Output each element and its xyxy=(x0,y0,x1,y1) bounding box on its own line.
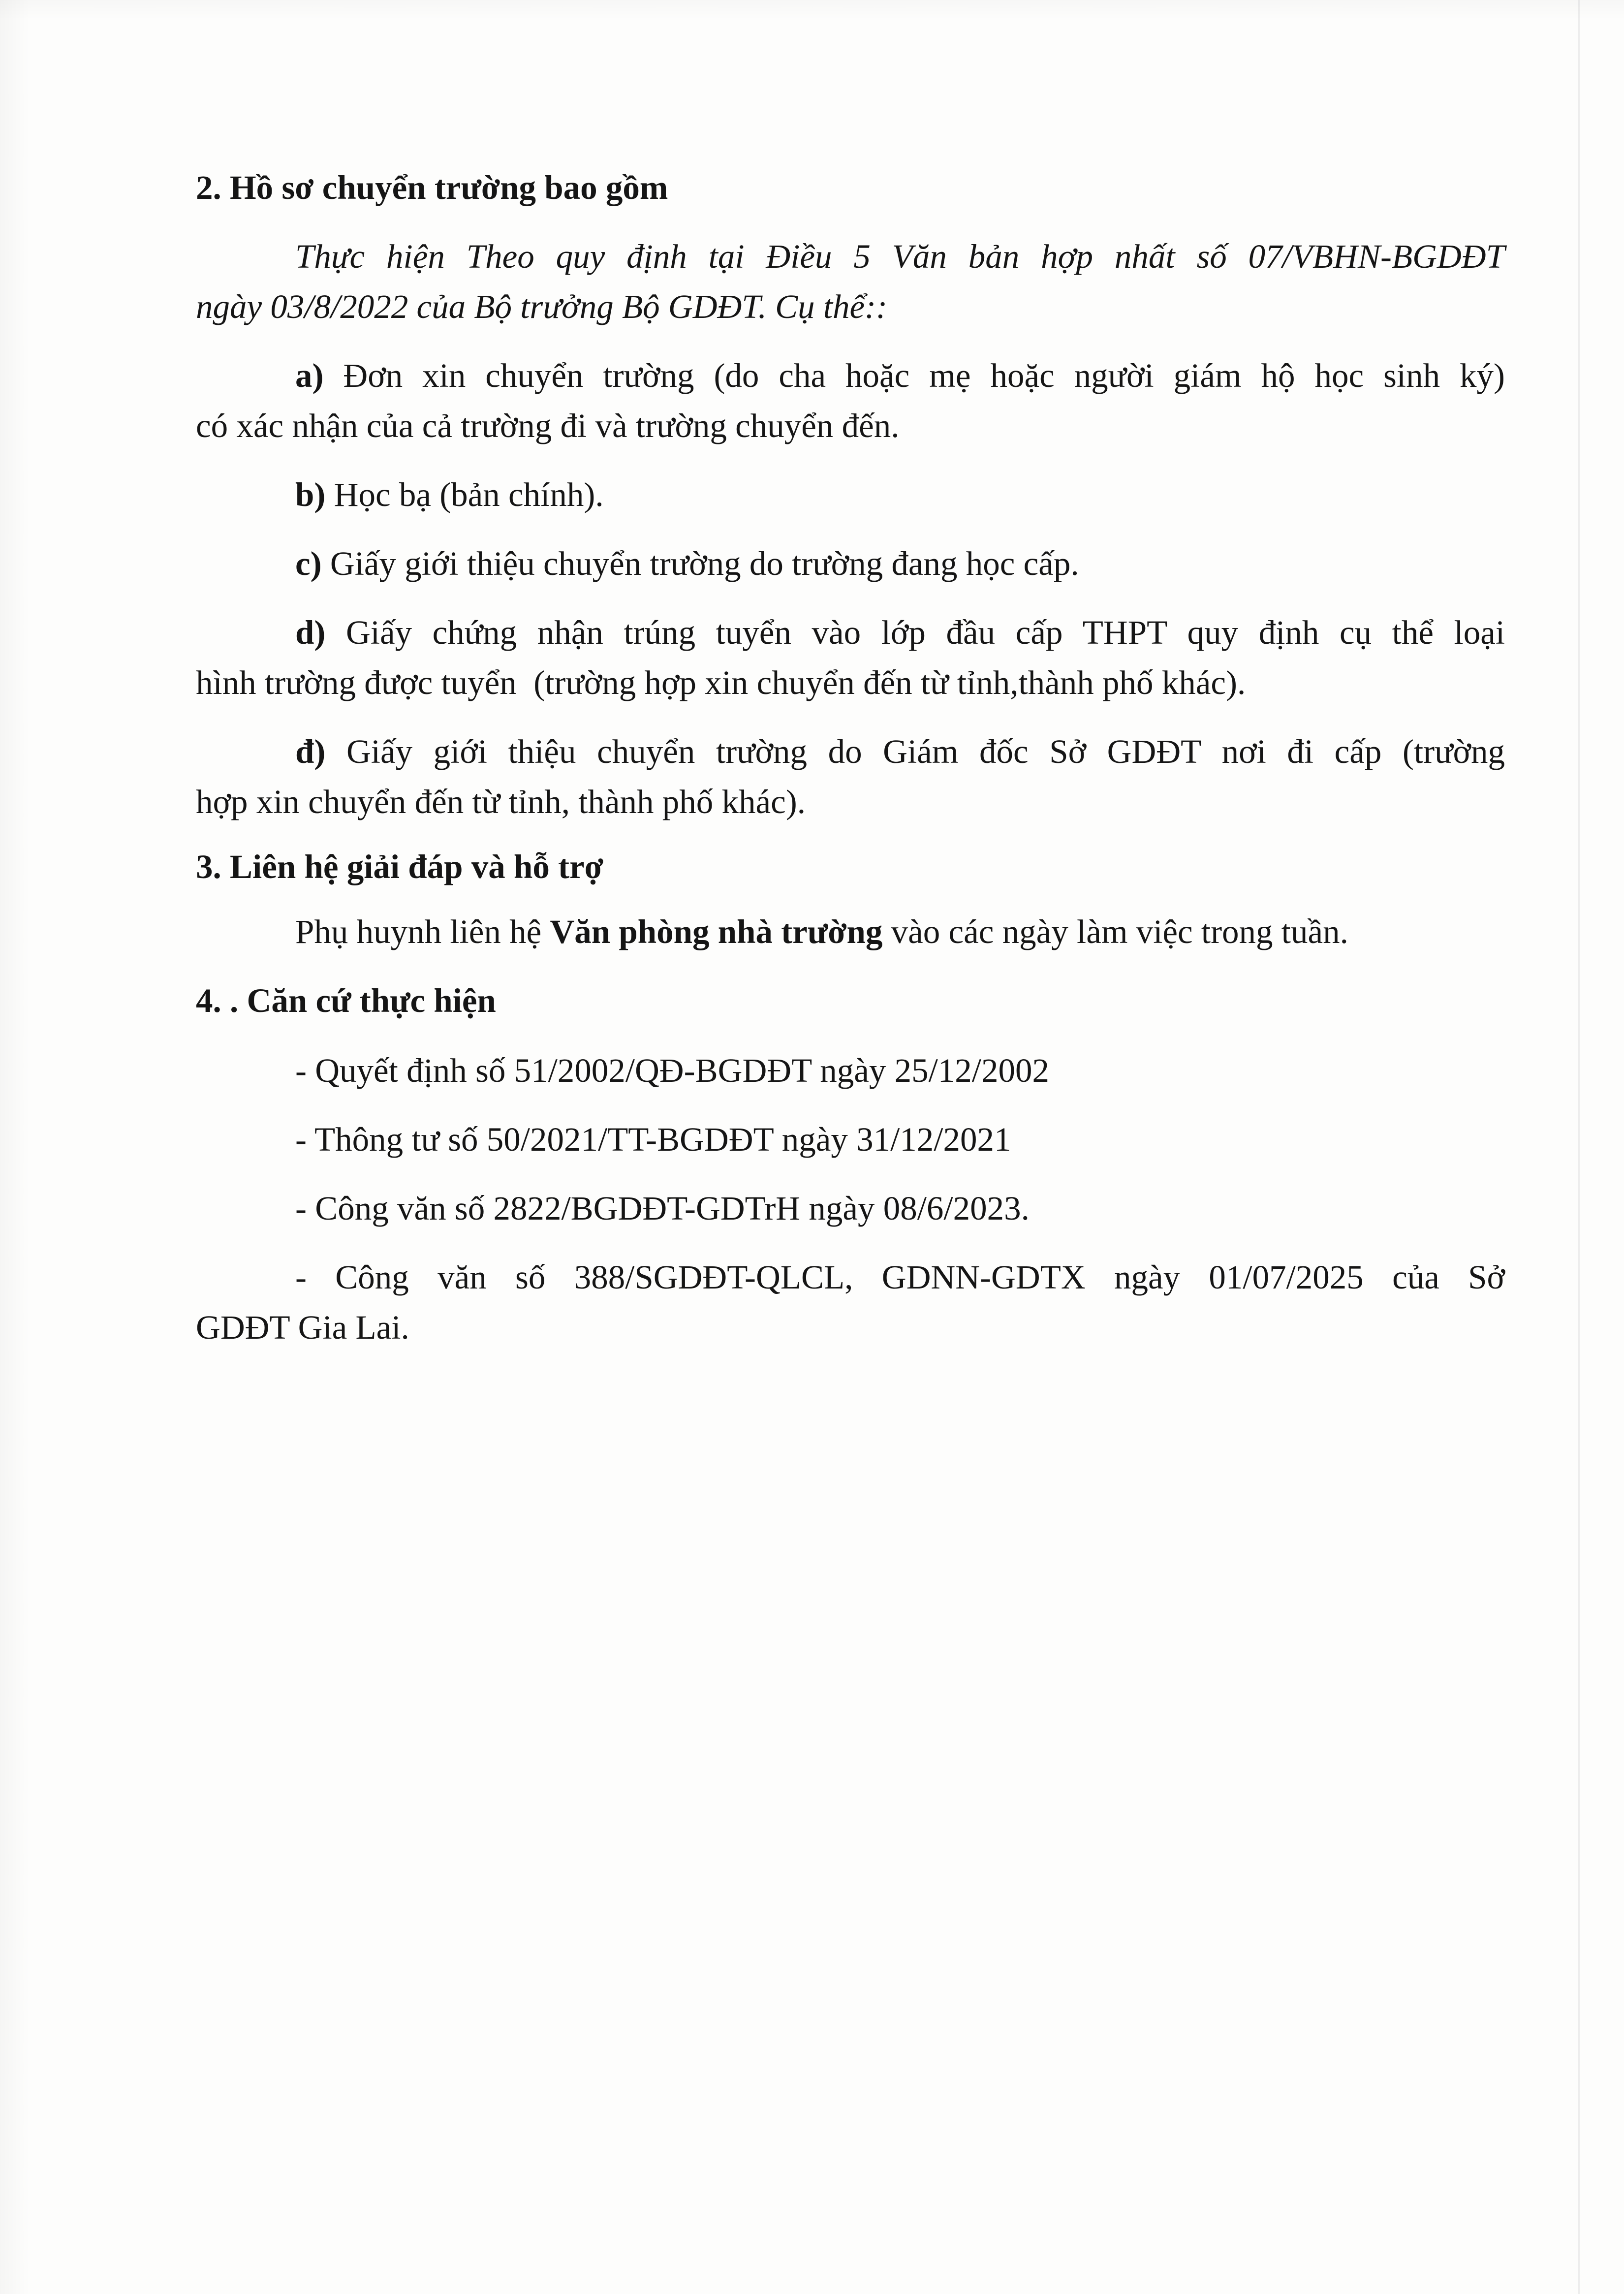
item-b xyxy=(196,470,1505,520)
item-b-line-1 xyxy=(196,470,1505,520)
section-3-line xyxy=(196,907,1505,957)
item-d-text-1: Giấy chứng nhận trúng tuyển vào lớp đầu cấp THPT quy định cụ thể loại xyxy=(325,614,1505,651)
item-dd-line-2: hợp xin chuyển đến từ tỉnh, thành phố khác). xyxy=(196,783,806,820)
spacer xyxy=(196,520,1505,538)
scan-edge xyxy=(1578,0,1580,2294)
intro-line-1: Thực hiện Theo quy định tại Điều 5 Văn bản hợp nhất số 07/VBHN-BGDĐT xyxy=(295,238,1505,275)
contact-text-before: Phụ huynh liên hệ xyxy=(295,913,550,950)
section-2-heading: 2. Hồ sơ chuyển trường bao gồm xyxy=(196,169,668,206)
document-body xyxy=(196,162,1505,1352)
basis-item-4 xyxy=(196,1252,1505,1352)
item-a-line-2: có xác nhận của cả trường đi và trường chuyển đến. xyxy=(196,407,900,444)
basis-item-4-line-1: - Công văn số 388/SGDĐT-QLCL, GDNN-GDTX ngày 01/07/2025 của Sở xyxy=(295,1258,1505,1296)
item-d-key: d) xyxy=(295,614,326,651)
item-a-text-1: Đơn xin chuyển trường (do cha hoặc mẹ hoặc người giám hộ học sinh ký) xyxy=(323,357,1505,394)
item-a-key: a) xyxy=(295,357,324,394)
section-3-heading: 3. Liên hệ giải đáp và hỗ trợ xyxy=(196,848,603,885)
item-b-text: Học bạ (bản chính). xyxy=(325,476,604,513)
basis-item-2: - Thông tư số 50/2021/TT-BGDĐT ngày 31/12/2021 xyxy=(295,1121,1011,1158)
spacer xyxy=(196,332,1505,350)
spacer xyxy=(196,708,1505,726)
item-a-line-1 xyxy=(196,350,1505,401)
basis-item-4-line-2: GDĐT Gia Lai. xyxy=(196,1309,409,1346)
section-4-heading: 4. . Căn cứ thực hiện xyxy=(196,982,496,1019)
item-c-line-1 xyxy=(196,538,1505,589)
item-dd-line-1 xyxy=(196,726,1505,777)
basis-item-1: - Quyết định số 51/2002/QĐ-BGDĐT ngày 25/12/2002 xyxy=(295,1052,1049,1089)
contact-office: Văn phòng nhà trường xyxy=(550,913,883,950)
intro-line-2: ngày 03/8/2022 của Bộ trưởng Bộ GDĐT. Cụ thể:: xyxy=(196,288,888,325)
spacer xyxy=(196,589,1505,607)
item-dd-text-1: Giấy giới thiệu chuyển trường do Giám đốc Sở GDĐT nơi đi cấp (trường xyxy=(325,733,1505,770)
basis-item-3: - Công văn số 2822/BGDĐT-GDTrH ngày 08/6/2023. xyxy=(295,1190,1030,1227)
item-d-line-2: hình trường được tuyển (trường hợp xin chuyển đến từ tỉnh,thành phố khác). xyxy=(196,664,1246,701)
spacer xyxy=(196,451,1505,470)
section-2-intro xyxy=(196,231,1505,332)
item-dd xyxy=(196,726,1505,827)
item-c-text: Giấy giới thiệu chuyển trường do trường đang học cấp. xyxy=(321,545,1079,582)
item-b-key: b) xyxy=(295,476,326,513)
item-dd-key: đ) xyxy=(295,733,326,770)
item-a xyxy=(196,350,1505,451)
item-c-key: c) xyxy=(295,545,322,582)
contact-text-after: vào các ngày làm việc trong tuần. xyxy=(882,913,1348,950)
item-c xyxy=(196,538,1505,589)
section-3-text xyxy=(196,907,1505,975)
spacer xyxy=(196,827,1505,842)
item-d-line-1 xyxy=(196,607,1505,658)
item-d xyxy=(196,607,1505,708)
